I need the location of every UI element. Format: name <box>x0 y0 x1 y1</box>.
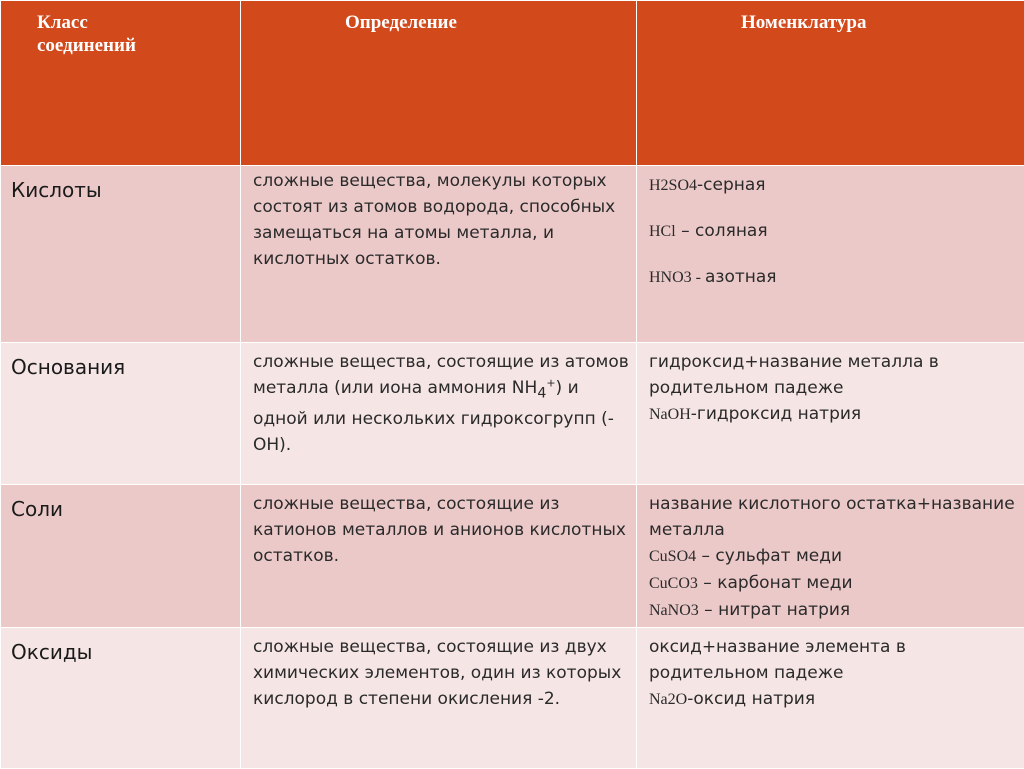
class-name: Основания <box>1 343 240 379</box>
header-nomenclature-label: Номенклатура <box>637 1 1024 34</box>
nomenclature-example: CuSO4 – сульфат меди <box>649 543 1018 570</box>
acid-example: H2SO4-серная <box>649 170 1018 201</box>
nomenclature-rule: гидроксид+название металла в родительном падеже <box>649 349 1018 401</box>
definition-cell <box>241 485 637 628</box>
class-name: Кислоты <box>1 166 240 202</box>
nomenclature-cell <box>637 166 1024 343</box>
table-row <box>1 628 1024 769</box>
class-cell <box>1 166 241 343</box>
header-class-line2: соединений <box>37 35 136 56</box>
nomenclature-cell <box>637 485 1024 628</box>
header-row <box>1 1 1024 166</box>
table-row <box>1 485 1024 628</box>
definition-cell <box>241 166 637 343</box>
header-nomenclature <box>637 1 1024 166</box>
table-row <box>1 343 1024 485</box>
class-cell <box>1 628 241 769</box>
class-cell <box>1 343 241 485</box>
definition-text: сложные вещества, состоящие из атомов металла (или иона аммония $NH_4^+$) и одной или нескольких гидроксогрупп (-ОН). <box>241 343 636 458</box>
header-definition-label: Определение <box>241 1 636 34</box>
definition-cell <box>241 628 637 769</box>
class-name: Оксиды <box>1 628 240 664</box>
header-definition <box>241 1 637 166</box>
definition-text: сложные вещества, состоящие из двух химических элементов, один из которых кислород в степени окисления -2. <box>241 628 636 712</box>
table-row <box>1 166 1024 343</box>
nomenclature-rule: оксид+название элемента в родительном падеже <box>649 634 1018 686</box>
acid-example: HCl – соляная <box>649 216 1018 247</box>
nomenclature-example: NaOH-гидроксид натрия <box>649 401 1018 428</box>
nomenclature-example: NaNO3 – нитрат натрия <box>649 597 1018 624</box>
nomenclature-cell <box>637 343 1024 485</box>
nomenclature-example: CuCO3 – карбонат меди <box>649 570 1018 597</box>
header-class-line1: Класс <box>37 12 88 33</box>
nomenclature-rule: название кислотного остатка+название металла <box>649 491 1018 543</box>
definition-cell <box>241 343 637 485</box>
nomenclature-cell <box>637 628 1024 769</box>
definition-text: сложные вещества, молекулы которых состоят из атомов водорода, способных замещаться на атомы металла, и кислотных остатков. <box>241 166 636 272</box>
class-name: Соли <box>1 485 240 521</box>
header-class <box>1 1 241 166</box>
nomenclature-example: Na2O-оксид натрия <box>649 686 1018 713</box>
acid-example: HNO3 - азотная <box>649 262 1018 293</box>
class-cell <box>1 485 241 628</box>
definition-text: сложные вещества, состоящие из катионов металлов и анионов кислотных остатков. <box>241 485 636 569</box>
